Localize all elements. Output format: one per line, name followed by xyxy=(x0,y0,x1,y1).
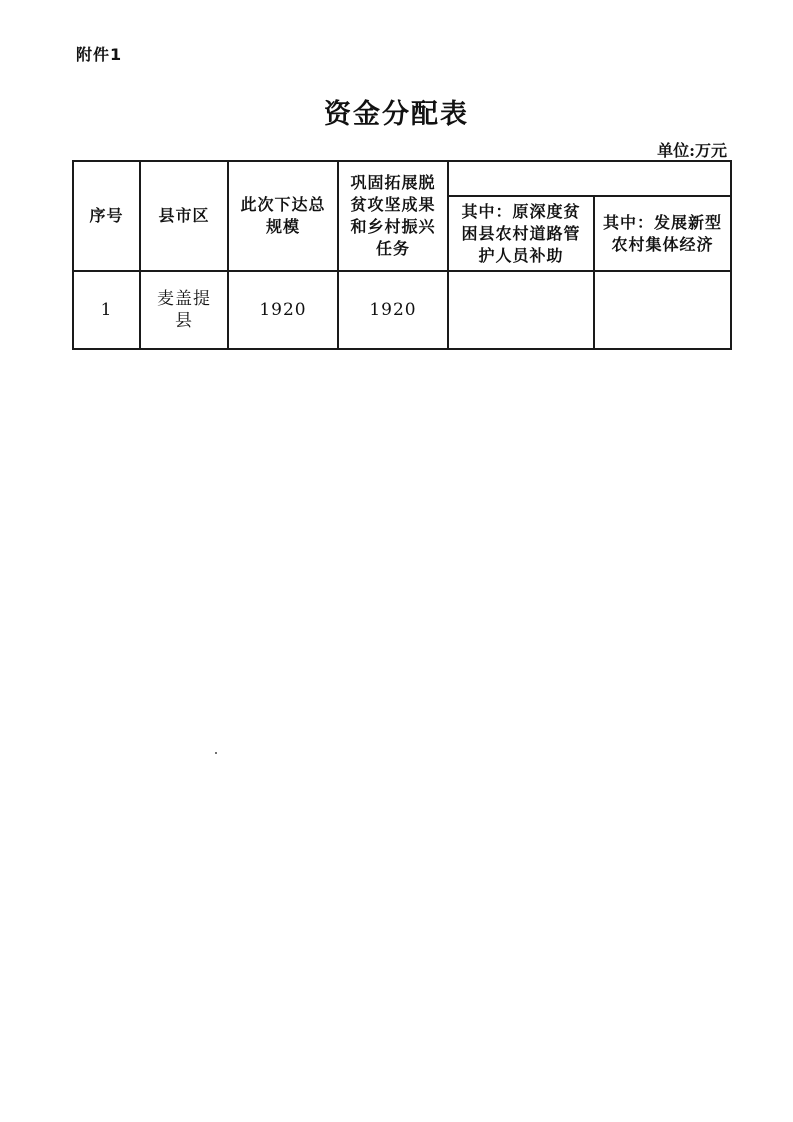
cell-total-scale: 1920 xyxy=(228,271,338,349)
scan-speck xyxy=(215,752,217,754)
cell-seq: 1 xyxy=(73,271,140,349)
header-total-scale: 此次下达总规模 xyxy=(228,161,338,271)
header-row xyxy=(73,161,731,196)
header-seq: 序号 xyxy=(73,161,140,271)
cell-consolidation: 1920 xyxy=(338,271,448,349)
header-sub-road: 其中：原深度贫困县农村道路管护人员补助 xyxy=(448,196,594,271)
allocation-table xyxy=(72,160,732,350)
header-county: 县市区 xyxy=(140,161,228,271)
cell-county: 麦盖提县 xyxy=(140,271,228,349)
table-row xyxy=(73,271,731,349)
attachment-label: 附件1 xyxy=(76,45,123,64)
cell-sub-road xyxy=(448,271,594,349)
cell-sub-collective xyxy=(594,271,731,349)
page-title: 资金分配表 xyxy=(324,99,469,130)
unit-label: 单位:万元 xyxy=(657,141,727,160)
header-consolidation: 巩固拓展脱贫攻坚成果和乡村振兴任务 xyxy=(338,161,448,271)
header-sub-collective: 其中：发展新型农村集体经济 xyxy=(594,196,731,271)
header-sub-group xyxy=(448,161,731,196)
